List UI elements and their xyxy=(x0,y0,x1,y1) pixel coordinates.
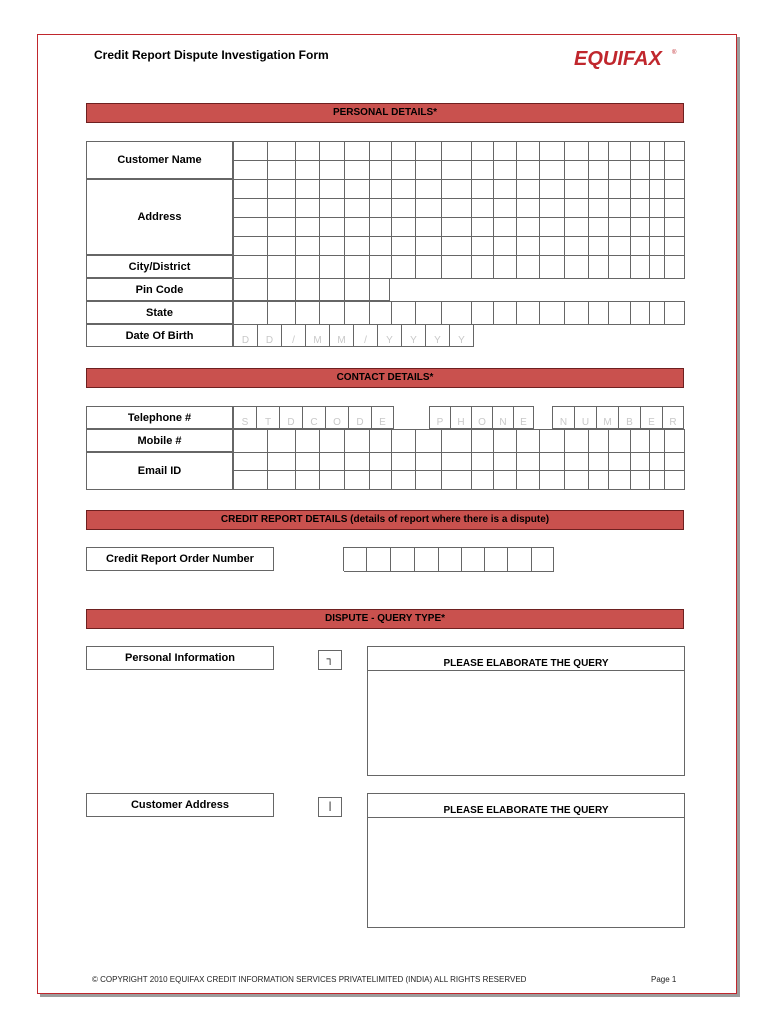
dob-char-box[interactable]: Y xyxy=(450,324,474,347)
email-char-box[interactable] xyxy=(517,452,540,471)
personal-char-box[interactable] xyxy=(345,142,370,161)
customer-address-query-box[interactable] xyxy=(367,793,685,928)
telephone-boxes[interactable] xyxy=(233,406,685,429)
personal-char-box[interactable] xyxy=(392,161,416,180)
personal-char-box[interactable] xyxy=(320,256,345,279)
email-char-box[interactable] xyxy=(650,452,665,471)
mobile-char-box[interactable] xyxy=(472,430,494,453)
pin-char-box[interactable] xyxy=(370,278,390,301)
state-boxes[interactable] xyxy=(233,301,685,324)
email-char-box[interactable] xyxy=(494,471,517,490)
personal-char-box[interactable] xyxy=(517,218,540,237)
section-dispute-query-type: DISPUTE - QUERY TYPE* xyxy=(86,609,684,629)
personal-char-box[interactable] xyxy=(268,218,296,237)
personal-char-box[interactable] xyxy=(234,256,268,279)
state-char-box[interactable] xyxy=(296,302,320,325)
pin-char-box[interactable] xyxy=(345,278,370,301)
personal-char-box[interactable] xyxy=(320,218,345,237)
personal-char-box[interactable] xyxy=(665,142,685,161)
personal-char-box[interactable] xyxy=(234,180,268,199)
email-char-box[interactable] xyxy=(416,471,442,490)
state-char-box[interactable] xyxy=(631,302,650,325)
mobile-char-box[interactable] xyxy=(609,430,631,453)
email-char-box[interactable] xyxy=(540,471,565,490)
mobile-char-box[interactable] xyxy=(392,430,416,453)
state-char-box[interactable] xyxy=(392,302,416,325)
personal-char-box[interactable] xyxy=(416,199,442,218)
dob-char-box[interactable]: D xyxy=(258,324,282,347)
label-customer-address: Customer Address xyxy=(86,793,274,817)
state-char-box[interactable] xyxy=(268,302,296,325)
email-char-box[interactable] xyxy=(540,452,565,471)
personal-char-box[interactable] xyxy=(296,237,320,256)
email-char-box[interactable] xyxy=(650,471,665,490)
email-char-box[interactable] xyxy=(370,452,392,471)
personal-char-box[interactable] xyxy=(589,180,609,199)
label-address: Address xyxy=(86,179,233,255)
mobile-boxes[interactable] xyxy=(233,429,685,452)
personal-char-box[interactable] xyxy=(540,218,565,237)
dob-char-box[interactable]: / xyxy=(282,324,306,347)
telephone-char-box[interactable]: E xyxy=(513,406,534,429)
personal-char-box[interactable] xyxy=(392,256,416,279)
personal-char-box[interactable] xyxy=(650,199,665,218)
telephone-char-box[interactable]: S xyxy=(233,406,256,429)
email-char-box[interactable] xyxy=(416,452,442,471)
mobile-char-box[interactable] xyxy=(442,430,472,453)
state-char-box[interactable] xyxy=(442,302,472,325)
form-title: Credit Report Dispute Investigation Form xyxy=(94,48,329,62)
personal-char-box[interactable] xyxy=(268,237,296,256)
personal-char-box[interactable] xyxy=(565,256,589,279)
personal-char-box[interactable] xyxy=(392,180,416,199)
personal-char-box[interactable] xyxy=(589,218,609,237)
email-char-box[interactable] xyxy=(345,471,370,490)
personal-char-box[interactable] xyxy=(370,180,392,199)
email-char-box[interactable] xyxy=(472,471,494,490)
state-char-box[interactable] xyxy=(517,302,540,325)
telephone-char-box[interactable]: E xyxy=(371,406,394,429)
email-char-box[interactable] xyxy=(494,452,517,471)
personal-char-box[interactable] xyxy=(609,237,631,256)
dob-char-box[interactable]: / xyxy=(354,324,378,347)
mobile-char-box[interactable] xyxy=(296,430,320,453)
telephone-char-box[interactable]: U xyxy=(574,406,596,429)
personal-char-box[interactable] xyxy=(540,237,565,256)
personal-char-box[interactable] xyxy=(565,180,589,199)
mobile-char-box[interactable] xyxy=(494,430,517,453)
label-date-of-birth: Date Of Birth xyxy=(86,324,233,347)
telephone-char-box[interactable]: T xyxy=(256,406,279,429)
personal-information-checkbox[interactable]: ┐ xyxy=(318,650,342,670)
personal-char-box[interactable] xyxy=(517,142,540,161)
personal-information-query-box[interactable] xyxy=(367,646,685,776)
personal-char-box[interactable] xyxy=(494,180,517,199)
mobile-char-box[interactable] xyxy=(370,430,392,453)
personal-char-box[interactable] xyxy=(565,142,589,161)
personal-char-box[interactable] xyxy=(268,256,296,279)
personal-char-box[interactable] xyxy=(631,237,650,256)
personal-char-box[interactable] xyxy=(589,256,609,279)
personal-char-box[interactable] xyxy=(392,199,416,218)
dob-char-box[interactable]: Y xyxy=(426,324,450,347)
personal-char-box[interactable] xyxy=(442,199,472,218)
telephone-char-box[interactable]: R xyxy=(662,406,684,429)
email-char-box[interactable] xyxy=(565,452,589,471)
personal-char-box[interactable] xyxy=(392,237,416,256)
personal-char-box[interactable] xyxy=(472,161,494,180)
personal-char-box[interactable] xyxy=(631,180,650,199)
personal-char-box[interactable] xyxy=(565,161,589,180)
mobile-char-box[interactable] xyxy=(650,430,665,453)
state-char-box[interactable] xyxy=(665,302,685,325)
personal-char-box[interactable] xyxy=(540,199,565,218)
email-char-box[interactable] xyxy=(609,471,631,490)
personal-char-box[interactable] xyxy=(665,199,685,218)
personal-char-box[interactable] xyxy=(609,180,631,199)
email-char-box[interactable] xyxy=(442,471,472,490)
personal-char-box[interactable] xyxy=(442,218,472,237)
customer-address-checkbox[interactable]: | xyxy=(318,797,342,817)
email-char-box[interactable] xyxy=(472,452,494,471)
personal-char-box[interactable] xyxy=(609,161,631,180)
personal-char-box[interactable] xyxy=(665,256,685,279)
personal-char-box[interactable] xyxy=(268,199,296,218)
pin-char-box[interactable] xyxy=(296,278,320,301)
label-state: State xyxy=(86,301,233,324)
mobile-char-box[interactable] xyxy=(234,430,268,453)
personal-char-box[interactable] xyxy=(296,142,320,161)
personal-char-box[interactable] xyxy=(665,180,685,199)
personal-char-box[interactable] xyxy=(565,237,589,256)
state-char-box[interactable] xyxy=(609,302,631,325)
personal-char-box[interactable] xyxy=(296,161,320,180)
telephone-char-box[interactable]: O xyxy=(471,406,492,429)
personal-char-box[interactable] xyxy=(442,142,472,161)
mobile-char-box[interactable] xyxy=(631,430,650,453)
state-char-box[interactable] xyxy=(589,302,609,325)
mobile-char-box[interactable] xyxy=(665,430,685,453)
email-char-box[interactable] xyxy=(392,471,416,490)
personal-char-box[interactable] xyxy=(345,161,370,180)
email-char-box[interactable] xyxy=(268,471,296,490)
personal-char-box[interactable] xyxy=(665,161,685,180)
label-mobile: Mobile # xyxy=(86,429,233,452)
telephone-char-box[interactable]: C xyxy=(302,406,325,429)
personal-char-box[interactable] xyxy=(494,237,517,256)
mobile-char-box[interactable] xyxy=(320,430,345,453)
personal-char-box[interactable] xyxy=(320,199,345,218)
personal-char-box[interactable] xyxy=(472,180,494,199)
personal-char-box[interactable] xyxy=(296,199,320,218)
personal-char-box[interactable] xyxy=(589,142,609,161)
personal-char-box[interactable] xyxy=(370,218,392,237)
section-personal-details: PERSONAL DETAILS* xyxy=(86,103,684,123)
email-char-box[interactable] xyxy=(234,452,268,471)
email-char-box[interactable] xyxy=(320,471,345,490)
pin-char-box[interactable] xyxy=(320,278,345,301)
order-char-box[interactable] xyxy=(485,548,508,572)
email-char-box[interactable] xyxy=(565,471,589,490)
telephone-char-box[interactable]: D xyxy=(348,406,371,429)
personal-char-box[interactable] xyxy=(589,237,609,256)
personal-char-box[interactable] xyxy=(609,199,631,218)
personal-char-box[interactable] xyxy=(631,161,650,180)
section-contact-details: CONTACT DETAILS* xyxy=(86,368,684,388)
dob-char-box[interactable]: M xyxy=(330,324,354,347)
personal-char-box[interactable] xyxy=(565,218,589,237)
telephone-char-box[interactable]: P xyxy=(429,406,450,429)
personal-char-box[interactable] xyxy=(517,161,540,180)
personal-char-box[interactable] xyxy=(631,218,650,237)
label-email: Email ID xyxy=(86,452,233,490)
order-number-boxes[interactable] xyxy=(343,547,554,571)
email-char-box[interactable] xyxy=(345,452,370,471)
personal-char-box[interactable] xyxy=(472,218,494,237)
email-char-box[interactable] xyxy=(296,471,320,490)
email-char-box[interactable] xyxy=(631,452,650,471)
personal-char-box[interactable] xyxy=(234,199,268,218)
email-char-box[interactable] xyxy=(392,452,416,471)
personal-char-box[interactable] xyxy=(268,142,296,161)
personal-char-box[interactable] xyxy=(650,142,665,161)
state-char-box[interactable] xyxy=(472,302,494,325)
mobile-char-box[interactable] xyxy=(589,430,609,453)
state-char-box[interactable] xyxy=(494,302,517,325)
order-char-box[interactable] xyxy=(508,548,532,572)
personal-char-box[interactable] xyxy=(320,180,345,199)
personal-char-box[interactable] xyxy=(494,218,517,237)
personal-char-box[interactable] xyxy=(650,180,665,199)
personal-char-box[interactable] xyxy=(345,180,370,199)
label-city: City/District xyxy=(86,255,233,278)
email-char-box[interactable] xyxy=(517,471,540,490)
state-char-box[interactable] xyxy=(540,302,565,325)
order-char-box[interactable] xyxy=(344,548,367,572)
mobile-char-box[interactable] xyxy=(345,430,370,453)
email-boxes[interactable] xyxy=(233,452,685,490)
state-char-box[interactable] xyxy=(345,302,370,325)
email-char-box[interactable] xyxy=(665,452,685,471)
personal-char-box[interactable] xyxy=(320,161,345,180)
order-char-box[interactable] xyxy=(391,548,415,572)
personal-char-box[interactable] xyxy=(234,142,268,161)
email-char-box[interactable] xyxy=(665,471,685,490)
elaborate-heading: PLEASE ELABORATE THE QUERY xyxy=(368,794,684,818)
label-order-number: Credit Report Order Number xyxy=(86,547,274,571)
personal-char-box[interactable] xyxy=(650,237,665,256)
personal-char-box[interactable] xyxy=(650,161,665,180)
dob-char-box[interactable]: Y xyxy=(378,324,402,347)
state-char-box[interactable] xyxy=(650,302,665,325)
personal-char-box[interactable] xyxy=(442,256,472,279)
personal-char-box[interactable] xyxy=(345,237,370,256)
email-char-box[interactable] xyxy=(609,452,631,471)
personal-char-box[interactable] xyxy=(665,237,685,256)
personal-char-box[interactable] xyxy=(517,199,540,218)
order-char-box[interactable] xyxy=(415,548,439,572)
personal-char-box[interactable] xyxy=(296,218,320,237)
svg-text:EQUIFAX: EQUIFAX xyxy=(574,48,662,70)
personal-char-box[interactable] xyxy=(540,161,565,180)
label-customer-name: Customer Name xyxy=(86,141,233,179)
personal-char-box[interactable] xyxy=(665,218,685,237)
personal-char-box[interactable] xyxy=(416,161,442,180)
personal-char-box[interactable] xyxy=(609,142,631,161)
order-char-box[interactable] xyxy=(367,548,391,572)
state-char-box[interactable] xyxy=(565,302,589,325)
personal-char-box[interactable] xyxy=(296,256,320,279)
personal-char-box[interactable] xyxy=(609,256,631,279)
personal-char-box[interactable] xyxy=(494,199,517,218)
state-char-box[interactable] xyxy=(416,302,442,325)
mobile-char-box[interactable] xyxy=(268,430,296,453)
personal-char-box[interactable] xyxy=(296,180,320,199)
personal-char-box[interactable] xyxy=(320,237,345,256)
dob-char-box[interactable]: M xyxy=(306,324,330,347)
personal-char-box[interactable] xyxy=(345,256,370,279)
personal-char-box[interactable] xyxy=(370,199,392,218)
personal-char-box[interactable] xyxy=(416,256,442,279)
label-telephone: Telephone # xyxy=(86,406,233,429)
svg-text:®: ® xyxy=(672,50,677,56)
mobile-char-box[interactable] xyxy=(565,430,589,453)
personal-char-box[interactable] xyxy=(392,142,416,161)
personal-char-box[interactable] xyxy=(589,161,609,180)
personal-char-box[interactable] xyxy=(540,180,565,199)
elaborate-heading: PLEASE ELABORATE THE QUERY xyxy=(368,647,684,671)
email-char-box[interactable] xyxy=(370,471,392,490)
personal-char-box[interactable] xyxy=(650,256,665,279)
personal-char-box[interactable] xyxy=(472,256,494,279)
label-personal-information: Personal Information xyxy=(86,646,274,670)
order-char-box[interactable] xyxy=(532,548,554,572)
personal-char-box[interactable] xyxy=(472,142,494,161)
personal-char-box[interactable] xyxy=(345,218,370,237)
mobile-char-box[interactable] xyxy=(517,430,540,453)
personal-char-box[interactable] xyxy=(517,256,540,279)
personal-char-box[interactable] xyxy=(370,256,392,279)
personal-char-box[interactable] xyxy=(370,161,392,180)
pin-char-box[interactable] xyxy=(268,278,296,301)
order-char-box[interactable] xyxy=(462,548,485,572)
email-char-box[interactable] xyxy=(296,452,320,471)
personal-char-box[interactable] xyxy=(565,199,589,218)
personal-char-box[interactable] xyxy=(631,256,650,279)
personal-char-box[interactable] xyxy=(234,161,268,180)
telephone-char-box[interactable]: M xyxy=(596,406,618,429)
personal-char-box[interactable] xyxy=(472,199,494,218)
telephone-char-box[interactable]: H xyxy=(450,406,471,429)
email-char-box[interactable] xyxy=(320,452,345,471)
personal-char-box[interactable] xyxy=(494,142,517,161)
personal-char-box[interactable] xyxy=(416,218,442,237)
personal-char-box[interactable] xyxy=(442,180,472,199)
mobile-char-box[interactable] xyxy=(540,430,565,453)
personal-details-grid[interactable] xyxy=(233,141,685,278)
telephone-char-box[interactable]: B xyxy=(618,406,640,429)
personal-char-box[interactable] xyxy=(494,256,517,279)
personal-char-box[interactable] xyxy=(631,199,650,218)
personal-char-box[interactable] xyxy=(345,199,370,218)
personal-char-box[interactable] xyxy=(370,142,392,161)
order-char-box[interactable] xyxy=(439,548,462,572)
state-char-box[interactable] xyxy=(320,302,345,325)
dob-char-box[interactable]: D xyxy=(234,324,258,347)
email-char-box[interactable] xyxy=(589,471,609,490)
telephone-char-box[interactable]: N xyxy=(552,406,574,429)
label-pin-code: Pin Code xyxy=(86,278,233,301)
email-char-box[interactable] xyxy=(234,471,268,490)
personal-char-box[interactable] xyxy=(540,256,565,279)
dob-boxes[interactable] xyxy=(233,324,474,347)
personal-char-box[interactable] xyxy=(589,199,609,218)
pin-char-box[interactable] xyxy=(234,278,268,301)
personal-char-box[interactable] xyxy=(234,218,268,237)
personal-char-box[interactable] xyxy=(370,237,392,256)
personal-char-box[interactable] xyxy=(442,237,472,256)
email-char-box[interactable] xyxy=(631,471,650,490)
personal-char-box[interactable] xyxy=(416,142,442,161)
personal-char-box[interactable] xyxy=(517,237,540,256)
telephone-char-box[interactable]: O xyxy=(325,406,348,429)
personal-char-box[interactable] xyxy=(416,180,442,199)
personal-char-box[interactable] xyxy=(631,142,650,161)
personal-char-box[interactable] xyxy=(650,218,665,237)
personal-char-box[interactable] xyxy=(268,161,296,180)
email-char-box[interactable] xyxy=(589,452,609,471)
state-char-box[interactable] xyxy=(370,302,392,325)
personal-char-box[interactable] xyxy=(392,218,416,237)
personal-char-box[interactable] xyxy=(472,237,494,256)
personal-char-box[interactable] xyxy=(234,237,268,256)
pin-code-boxes[interactable] xyxy=(233,278,390,301)
email-char-box[interactable] xyxy=(268,452,296,471)
dob-char-box[interactable]: Y xyxy=(402,324,426,347)
state-char-box[interactable] xyxy=(234,302,268,325)
personal-char-box[interactable] xyxy=(320,142,345,161)
equifax-logo xyxy=(574,45,678,71)
copyright-footer: © COPYRIGHT 2010 EQUIFAX CREDIT INFORMATION SERVICES PRIVATELIMITED (INDIA) ALL RIGHTS RESERVED xyxy=(92,975,527,984)
section-credit-report-details: CREDIT REPORT DETAILS (details of report where there is a dispute) xyxy=(86,510,684,530)
telephone-char-box[interactable]: N xyxy=(492,406,513,429)
email-char-box[interactable] xyxy=(442,452,472,471)
mobile-char-box[interactable] xyxy=(416,430,442,453)
personal-char-box[interactable] xyxy=(268,180,296,199)
personal-char-box[interactable] xyxy=(517,180,540,199)
personal-char-box[interactable] xyxy=(442,161,472,180)
personal-char-box[interactable] xyxy=(609,218,631,237)
personal-char-box[interactable] xyxy=(416,237,442,256)
page-number: Page 1 xyxy=(651,975,677,984)
telephone-char-box[interactable]: D xyxy=(279,406,302,429)
personal-char-box[interactable] xyxy=(494,161,517,180)
telephone-char-box[interactable]: E xyxy=(640,406,662,429)
personal-char-box[interactable] xyxy=(540,142,565,161)
